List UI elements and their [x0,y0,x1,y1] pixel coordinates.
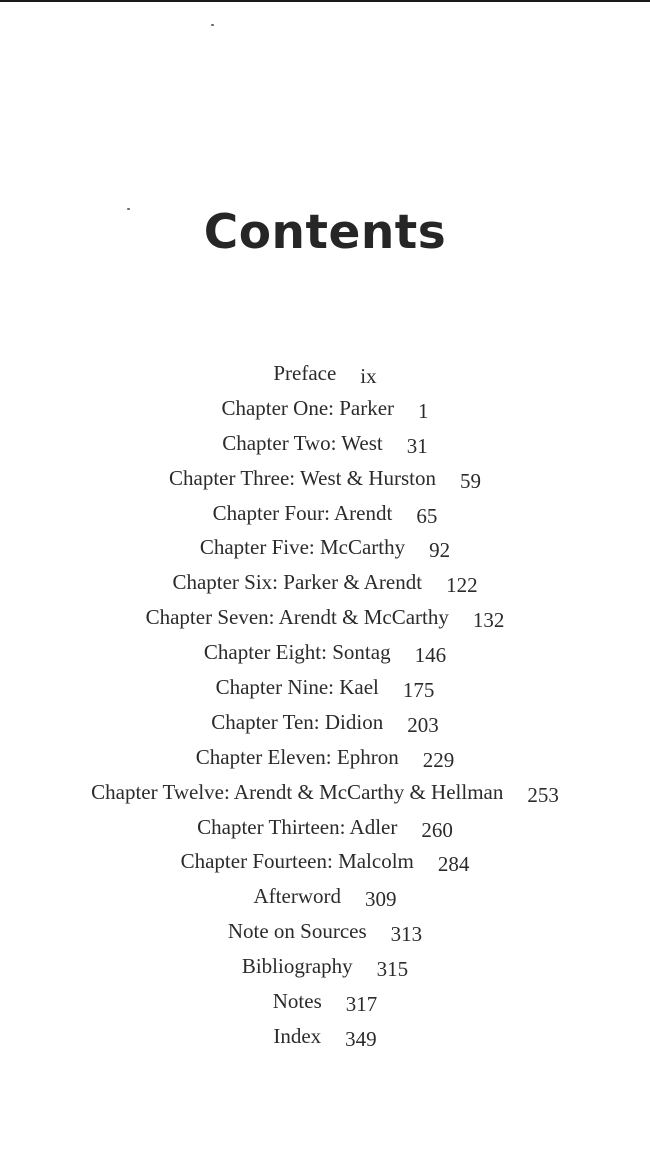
toc-entry-label: Note on Sources [227,919,367,944]
toc-entry-label: Afterword [253,884,341,909]
toc-entry-page-number: 253 [527,782,559,807]
toc-entry-page-number: 65 [416,503,438,528]
toc-entry [0,775,650,810]
paper-speck [211,24,214,26]
toc-entry [0,844,650,879]
toc-entry-page-number: 260 [421,817,453,842]
toc-entry-page-number: 349 [345,1026,377,1051]
toc-entry [0,740,650,775]
toc-entry-page-number: 175 [402,677,435,702]
toc-entry-label: Chapter Five: McCarthy [199,535,406,560]
toc-entry-label: Preface [273,360,337,385]
toc-entry-page-number: 309 [364,887,397,912]
toc-entry-label: Chapter Ten: Didion [211,709,384,734]
toc-entry [0,1019,650,1054]
toc-entry-label: Chapter Fourteen: Malcolm [180,849,414,874]
toc-entry [0,356,650,391]
toc-entry-page-number: 317 [345,991,378,1016]
toc-entry [0,705,650,740]
toc-entry [0,426,650,461]
toc-entry [0,600,650,635]
page-title: Contents [203,205,447,260]
toc-entry-page-number: 284 [437,852,470,877]
toc-entry-page-number: 313 [390,922,423,947]
page-top-edge [0,0,650,2]
toc-entry-label: Chapter Eight: Sontag [203,640,391,665]
toc-entry [0,635,650,670]
toc-entry [0,670,650,705]
toc-entry-page-number: 1 [418,398,429,423]
toc-entry-page-number: 31 [406,433,428,458]
toc-entry-label: Notes [272,988,322,1013]
toc-entry [0,391,650,426]
toc-entry-label: Chapter Two: West [222,430,383,455]
toc-entry-page-number: 229 [422,747,455,772]
toc-entry-label: Chapter Nine: Kael [215,674,379,699]
toc-entry-page-number: 315 [376,957,409,982]
toc-entry [0,949,650,984]
toc-entry-label: Chapter Seven: Arendt & McCarthy [145,605,449,630]
toc-entry [0,496,650,531]
toc-entry [0,879,650,914]
toc-entry-label: Bibliography [241,954,353,979]
toc-entry-label: Chapter Eleven: Ephron [195,744,399,769]
toc-entry-page-number: ix [360,363,377,388]
toc-entry [0,530,650,565]
toc-entry-page-number: 59 [459,468,481,493]
toc-entry [0,984,650,1019]
toc-entry-label: Chapter Six: Parker & Arendt [172,570,423,595]
toc-entry [0,914,650,949]
toc-entry [0,565,650,600]
toc-entry [0,461,650,496]
toc-entry-page-number: 146 [414,643,447,668]
toc-entry-label: Chapter One: Parker [221,395,395,420]
table-of-contents [0,356,650,1054]
toc-entry-label: Chapter Twelve: Arendt & McCarthy & Hellman [91,779,504,804]
toc-entry-page-number: 203 [407,712,439,737]
toc-entry-page-number: 92 [429,538,451,563]
toc-entry-label: Chapter Four: Arendt [212,500,393,525]
toc-entry-label: Index [273,1023,322,1048]
toc-entry-label: Chapter Thirteen: Adler [197,814,398,839]
toc-entry-page-number: 122 [446,573,478,598]
toc-entry [0,810,650,845]
toc-entry-page-number: 132 [472,608,505,633]
toc-entry-label: Chapter Three: West & Hurston [169,465,436,490]
